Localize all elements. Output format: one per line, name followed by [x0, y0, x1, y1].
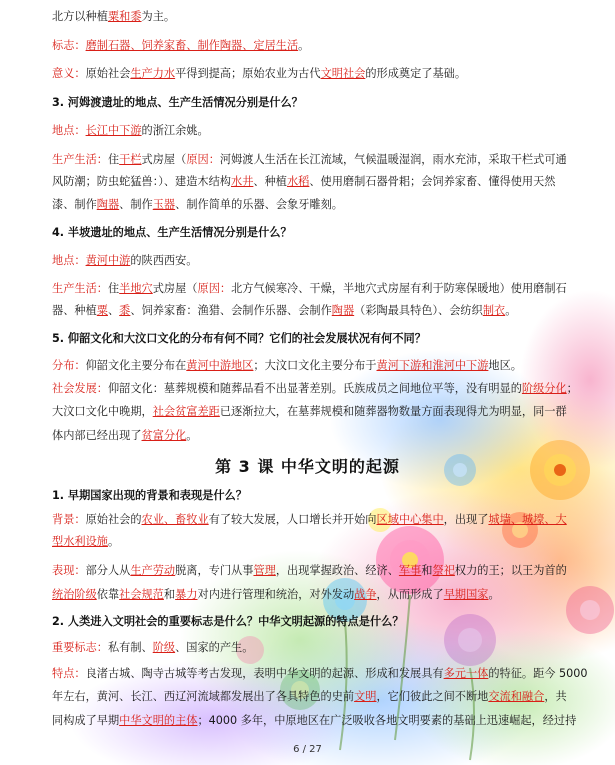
text-run: ，出现掌握政治、经济、 — [275, 564, 399, 577]
text-line — [52, 196, 569, 214]
key-term: 阶级分化 — [521, 382, 567, 395]
text-line — [52, 8, 569, 26]
text-line — [52, 403, 569, 421]
key-term: 黄河下游和淮河中下游 — [376, 359, 489, 372]
text-run: ，出现了 — [443, 513, 489, 526]
key-term: 生产劳动 — [130, 564, 176, 577]
key-term: 多元一体 — [443, 667, 489, 680]
key-term: 半地穴 — [119, 282, 153, 295]
question-heading: 2. 人类进入文明社会的重要标志是什么？中华文明起源的特点是什么？ — [52, 615, 404, 628]
text-run: 依靠 — [96, 588, 120, 601]
text-line — [52, 427, 569, 445]
text-run: 。 — [107, 535, 120, 548]
text-run: ，它们彼此之间不断地 — [376, 690, 489, 703]
field-label: 表现： — [52, 564, 86, 577]
text-line — [52, 357, 569, 375]
text-run: 部分人从 — [85, 564, 131, 577]
text-run: 的特征。距今 5000 — [488, 667, 588, 680]
field-label: 原因： — [197, 282, 232, 295]
key-term: 战争 — [354, 588, 377, 601]
text-line — [52, 562, 569, 580]
text-line — [52, 533, 569, 551]
text-run: 有了较大发展，人口增长并开始向 — [208, 513, 377, 526]
text-run: 、国家的产生。 — [175, 641, 254, 654]
text-run: 年左右，黄河、长江、西辽河流域都发展出了各具特色的史前 — [52, 690, 355, 703]
text-run: 、制作 — [119, 198, 153, 211]
text-run: 、 — [107, 304, 120, 317]
text-run: 、种植 — [253, 175, 287, 188]
key-term: 黄河中游地区 — [186, 359, 254, 372]
text-line — [52, 330, 569, 348]
text-run: ；4000 多年，中原地区在广泛吸收各地文明要素的基础上迅速崛起，经过持 — [197, 714, 577, 727]
key-term: 陶器 — [96, 198, 120, 211]
field-label: 地点： — [52, 124, 86, 137]
text-run: 器、种植 — [52, 304, 97, 317]
text-run: 同构成了早期 — [52, 714, 120, 727]
text-run: 权力的王；以王为首的 — [454, 564, 567, 577]
text-run: 地区。 — [488, 359, 522, 372]
text-run: ；大汶口文化主要分布于 — [253, 359, 377, 372]
key-term: 阶级 — [152, 641, 176, 654]
text-run: 和 — [421, 564, 433, 577]
key-term: 陶器 — [331, 304, 355, 317]
text-line — [52, 173, 569, 191]
question-heading: 1. 早期国家出现的背景和表现是什么？ — [52, 489, 247, 502]
key-term: 玉器 — [152, 198, 176, 211]
text-run: ，从而形成了 — [376, 588, 444, 601]
text-run: 原始社会的 — [85, 513, 142, 526]
text-run: 漆、制作 — [52, 198, 97, 211]
page-number: 6 / 27 — [293, 744, 322, 755]
key-term: 干栏 — [119, 153, 142, 166]
text-line — [52, 151, 569, 169]
key-term: 祭祀 — [432, 564, 455, 577]
text-run: 住 — [107, 282, 120, 295]
field-label: 分布： — [52, 359, 86, 372]
text-line — [52, 94, 569, 112]
text-run: 。 — [488, 588, 500, 601]
key-term: 统治阶级 — [52, 588, 97, 601]
text-run: 原始社会 — [85, 67, 131, 80]
text-run: 的陕西西安。 — [130, 254, 198, 267]
key-term: 军事 — [398, 564, 422, 577]
text-run: 、制作简单的乐器、会象牙雕刻。 — [175, 198, 343, 211]
key-term: 粟和黍 — [107, 10, 142, 23]
field-label: 地点： — [52, 254, 86, 267]
key-term: 农业、畜牧业 — [141, 513, 209, 526]
key-term: 中华文明的主体 — [119, 714, 198, 727]
field-label: 生产生活： — [52, 282, 108, 295]
field-label: 背景： — [52, 513, 86, 526]
text-line — [52, 639, 569, 657]
key-term: 区域中心集中 — [376, 513, 444, 526]
field-label: 意义： — [52, 67, 86, 80]
text-run: 的浙江余姚。 — [141, 124, 209, 137]
text-line — [52, 688, 569, 706]
key-term: 暴力 — [175, 588, 198, 601]
key-term: 社会规范 — [119, 588, 164, 601]
text-run: （彩陶最具特色）、会纺织 — [354, 304, 483, 317]
text-run: 对内进行管理和统治，对外发动 — [197, 588, 355, 601]
text-run: 大汶口文化中晚期， — [52, 405, 153, 418]
text-run: 的形成奠定了基础。 — [365, 67, 467, 80]
text-run: 河姆渡人生活在长江流域，气候温暖湿润，雨水充沛，采取干栏式可通 — [219, 153, 567, 166]
field-label: 重要标志： — [52, 641, 108, 654]
text-run: 住 — [107, 153, 120, 166]
key-term: 黄河中游 — [85, 254, 131, 267]
text-run: ； — [566, 382, 578, 395]
question-heading: 4. 半坡遗址的地点、生产生活情况分别是什么？ — [52, 226, 292, 239]
text-line — [52, 122, 569, 140]
text-run: 体内部已经出现了 — [52, 429, 142, 442]
text-line — [52, 380, 578, 398]
text-line — [52, 302, 569, 320]
text-run: ，共 — [544, 690, 567, 703]
key-term: 文明社会 — [320, 67, 366, 80]
key-term: 黍 — [119, 304, 131, 317]
field-label: 特点： — [52, 667, 86, 680]
field-label: 生产生活： — [52, 153, 108, 166]
question-heading: 3. 河姆渡遗址的地点、生产生活情况分别是什么？ — [52, 96, 303, 109]
text-run: 和 — [163, 588, 176, 601]
text-run: 北方气候寒冷、干燥，半地穴式房屋有利于防寒保暖地）使用磨制石 — [231, 282, 567, 295]
key-term: 长江中下游 — [85, 124, 142, 137]
key-term: 管理 — [253, 564, 276, 577]
key-term: 型水利设施 — [52, 535, 108, 548]
text-run: 式房屋（ — [152, 282, 198, 295]
text-run: 、使用磨制石器骨耜；会饲养家畜、懂得使用天然 — [309, 175, 556, 188]
text-run: 平得到提高；原始农业为古代 — [175, 67, 321, 80]
text-line — [52, 224, 569, 242]
key-term: 水井 — [231, 175, 254, 188]
text-run: 私有制、 — [107, 641, 153, 654]
text-run: 北方以种植 — [52, 10, 108, 23]
text-run: 良渚古城、陶寺古城等考古发现，表明中华文明的起源、形成和发展具有 — [85, 667, 444, 680]
text-line — [52, 487, 569, 505]
key-term: 贫富分化 — [141, 429, 187, 442]
key-term: 粟 — [96, 304, 108, 317]
text-line — [52, 511, 569, 529]
key-term: 早期国家 — [443, 588, 489, 601]
text-run: 。 — [505, 304, 517, 317]
text-run: 脱离，专门从事 — [175, 564, 254, 577]
text-run: 。 — [186, 429, 198, 442]
question-heading: 5. 仰韶文化和大汶口文化的分布有何不同？它们的社会发展状况有何不同？ — [52, 332, 426, 345]
text-line — [52, 37, 569, 55]
key-term: 水稻 — [286, 175, 310, 188]
lesson-title: 第 3 课 中华文明的起源 — [215, 457, 400, 476]
text-line — [52, 586, 569, 604]
text-run: 、饲养家畜：渔猎、会制作乐器、会制作 — [130, 304, 332, 317]
key-term: 城墙、城壕、大 — [488, 513, 567, 526]
text-line — [52, 280, 569, 298]
text-run: 仰韶文化：墓葬规模和随葬品看不出显著差别。氏族成员之间地位平等，没有明显的 — [107, 382, 522, 395]
key-term: 社会贫富差距 — [152, 405, 220, 418]
text-line — [52, 65, 569, 83]
key-term: 磨制石器、饲养家畜、制作陶器、定居生活 — [85, 39, 299, 52]
text-run: 风防潮；防虫蛇猛兽：）、建造木结构 — [52, 175, 231, 188]
key-term: 生产力水 — [130, 67, 176, 80]
text-run: 仰韶文化主要分布在 — [85, 359, 187, 372]
text-run: 已逐渐拉大，在墓葬规模和随葬器物数量方面表现得尤为明显，同一群 — [219, 405, 567, 418]
text-line — [52, 665, 588, 683]
key-term: 交流和融合 — [488, 690, 545, 703]
text-line — [52, 712, 577, 730]
text-run: 为主。 — [141, 10, 176, 23]
field-label: 社会发展： — [52, 382, 108, 395]
text-run: 。 — [298, 39, 310, 52]
key-term: 文明 — [354, 690, 377, 703]
text-line — [52, 252, 569, 270]
field-label: 原因： — [186, 153, 220, 166]
key-term: 制衣 — [482, 304, 506, 317]
field-label: 标志： — [52, 39, 86, 52]
text-run: 式房屋（ — [141, 153, 187, 166]
text-line — [52, 613, 569, 631]
